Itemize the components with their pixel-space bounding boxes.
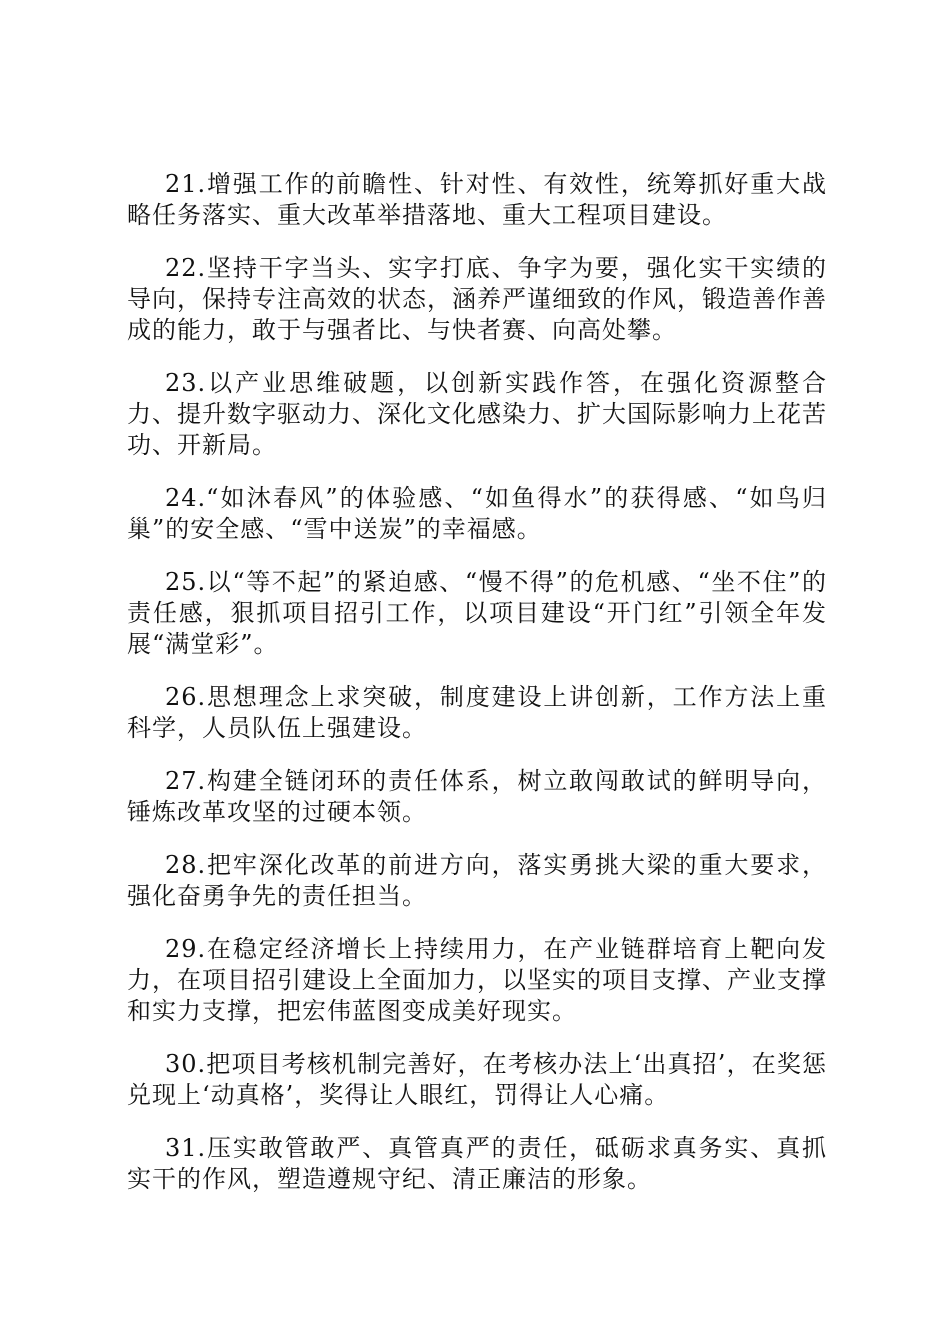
paragraph-22: 22.坚持干字当头、实字打底、争字为要，强化实干实绩的导向，保持专注高效的状态，涵养严谨细致的作风，锻造善作善成的能力，敢于与强者比、与快者赛、向高处攀。	[127, 254, 827, 344]
document-body	[127, 169, 827, 1217]
paragraph-26: 26.思想理念上求突破，制度建设上讲创新，工作方法上重科学，人员队伍上强建设。	[127, 683, 827, 742]
paragraph-21: 21.增强工作的前瞻性、针对性、有效性，统筹抓好重大战略任务落实、重大改革举措落地、重大工程项目建设。	[127, 170, 827, 229]
paragraph-30: 30.把项目考核机制完善好，在考核办法上‘出真招’，在奖惩兑现上‘动真格’，奖得让人眼红，罚得让人心痛。	[127, 1050, 827, 1109]
paragraph-28: 28.把牢深化改革的前进方向，落实勇挑大梁的重大要求，强化奋勇争先的责任担当。	[127, 851, 827, 910]
paragraph-27: 27.构建全链闭环的责任体系，树立敢闯敢试的鲜明导向，锤炼改革攻坚的过硬本领。	[127, 767, 827, 826]
paragraph-23: 23.以产业思维破题，以创新实践作答，在强化资源整合力、提升数字驱动力、深化文化感染力、扩大国际影响力上花苦功、开新局。	[127, 369, 827, 459]
paragraph-31: 31.压实敢管敢严、真管真严的责任，砥砺求真务实、真抓实干的作风，塑造遵规守纪、清正廉洁的形象。	[127, 1134, 827, 1193]
paragraph-25: 25.以“等不起”的紧迫感、“慢不得”的危机感、“坐不住”的责任感，狠抓项目招引工作，以项目建设“开门红”引领全年发展“满堂彩”。	[127, 568, 827, 658]
paragraph-29: 29.在稳定经济增长上持续用力，在产业链群培育上靶向发力，在项目招引建设上全面加力，以坚实的项目支撑、产业支撑和实力支撑，把宏伟蓝图变成美好现实。	[127, 935, 827, 1025]
paragraph-24: 24.“如沐春风”的体验感、“如鱼得水”的获得感、“如鸟归巢”的安全感、“雪中送炭”的幸福感。	[127, 484, 827, 543]
